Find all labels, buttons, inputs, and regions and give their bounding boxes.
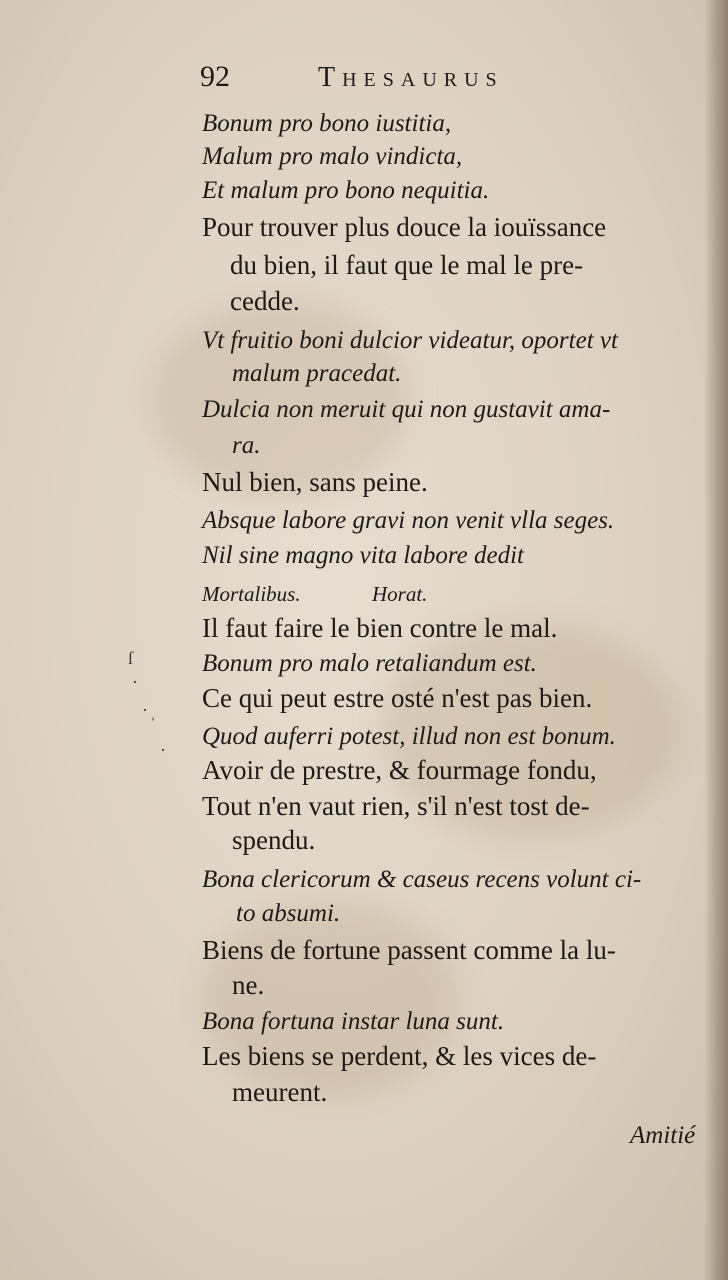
text-line: Nul bien, sans peine. (202, 467, 428, 497)
text-line: Bona clericorum & caseus recens volunt ci- (202, 866, 642, 893)
text-line: Il faut faire le bien contre le mal. (202, 613, 558, 643)
margin-mark: ˈ (150, 714, 156, 734)
text-line: meurent. (232, 1077, 328, 1107)
text-line: Avoir de prestre, & fourmage fondu, (202, 755, 597, 785)
page-header (200, 60, 630, 100)
text-line: Les biens se perdent, & les vices de- (202, 1041, 597, 1071)
text-line: malum pracedat. (232, 360, 402, 387)
text-line: to absumi. (236, 900, 341, 927)
margin-mark: ſ (128, 648, 134, 668)
text-line: Dulcia non meruit qui non gustavit ama- (202, 396, 611, 423)
text-line: Mortalibus. (202, 582, 301, 606)
text-line: Pour trouver plus douce la iouïssance (202, 212, 607, 242)
text-line: Bona fortuna instar luna sunt. (202, 1008, 505, 1035)
text-line: Bonum pro bono iustitia, (202, 110, 452, 137)
text-line: spendu. (232, 825, 316, 855)
margin-mark: · (160, 740, 166, 760)
text-line: Nil sine magno vita labore dedit (202, 542, 524, 569)
page-number: 92 (200, 60, 230, 93)
running-head: Thesaurus (318, 62, 504, 93)
text-line: ne. (232, 970, 265, 1000)
text-line: Et malum pro bono nequitia. (202, 177, 490, 204)
margin-mark: · (132, 672, 138, 692)
text-line: Malum pro malo vindicta, (202, 143, 463, 170)
text-line: Horat. (372, 582, 428, 606)
text-line: Absque labore gravi non venit vlla seges. (202, 507, 615, 534)
text-line: ra. (232, 432, 261, 459)
catchword: Amitié (630, 1122, 696, 1149)
text-line: Ce qui peut estre osté n'est pas bien. (202, 683, 593, 713)
text-line: cedde. (230, 286, 300, 316)
text-line: du bien, il faut que le mal le pre- (230, 250, 584, 280)
text-line: Tout n'en vaut rien, s'il n'est tost de- (202, 791, 590, 821)
text-line: Vt fruitio boni dulcior videatur, oportet vt (202, 327, 618, 354)
margin-mark: · (142, 700, 148, 720)
text-line: Quod auferri potest, illud non est bonum. (202, 723, 616, 750)
text-line: Bonum pro malo retaliandum est. (202, 650, 537, 677)
text-line: Biens de fortune passent comme la lu- (202, 935, 616, 965)
